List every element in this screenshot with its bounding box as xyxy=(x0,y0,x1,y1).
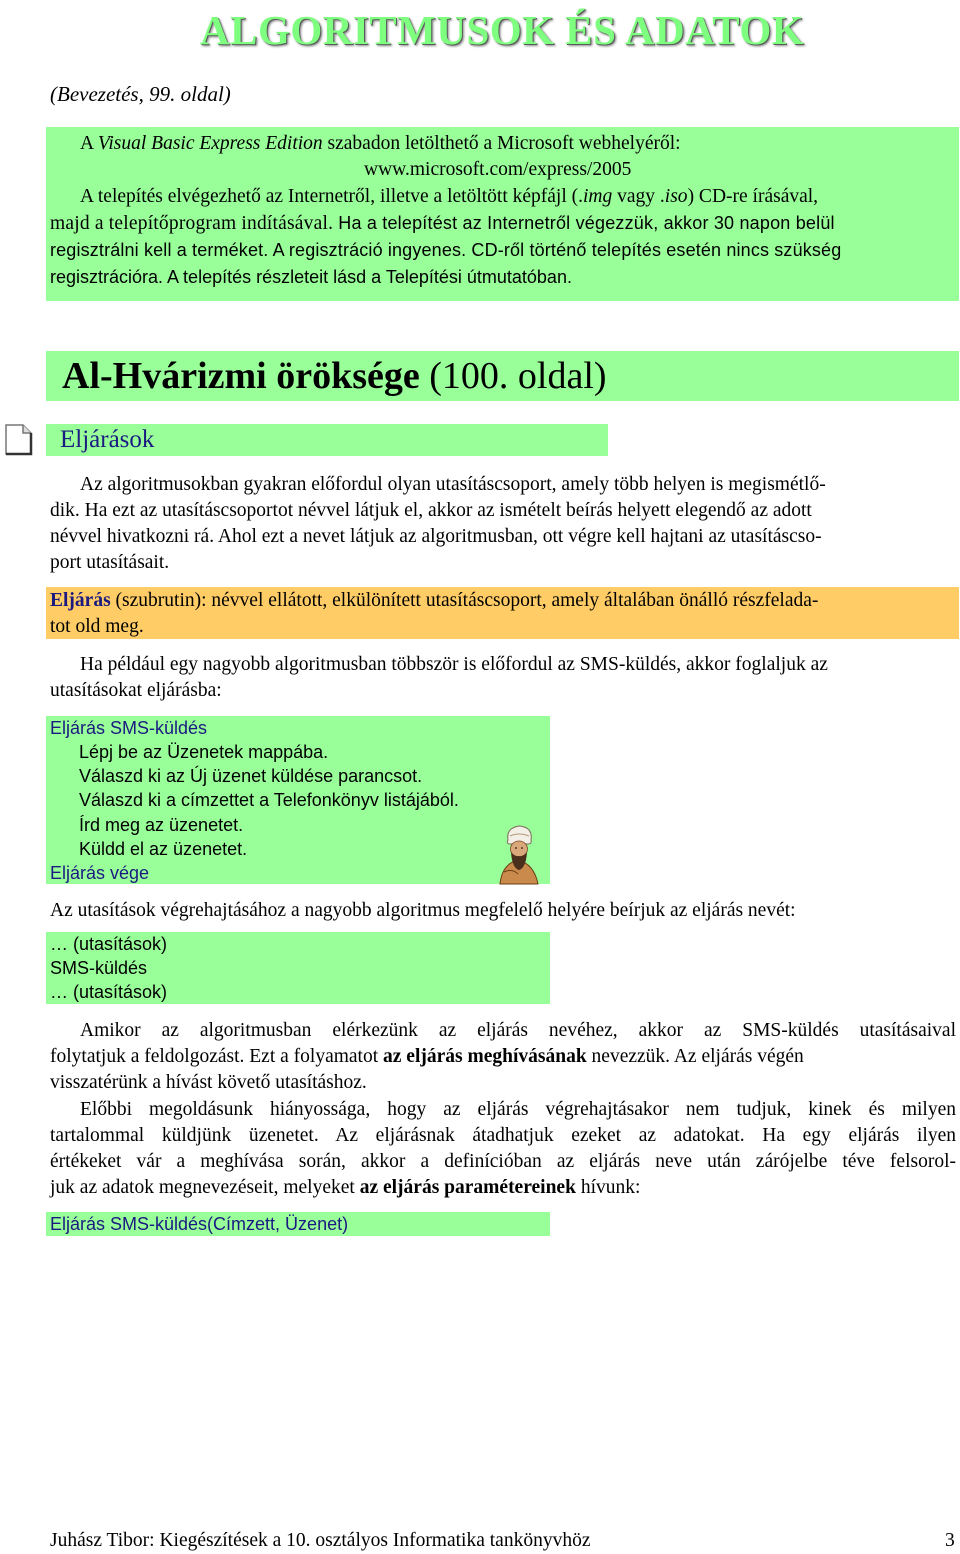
call-line: … (utasítások) xyxy=(50,934,168,954)
parameter-example: Eljárás SMS-küldés(Címzett, Üzenet) xyxy=(50,1214,349,1234)
intro-line: port utasításait. xyxy=(50,552,170,573)
intro-line: névvel hivatkozni rá. Ahol ezt a nevet látjuk az algoritmusban, ott végre kell hajtani az utasításcso- xyxy=(50,526,822,547)
intro-paragraph xyxy=(50,472,956,576)
procedure-header: Eljárás SMS-küldés xyxy=(50,718,208,738)
procedure-footer: Eljárás vége xyxy=(50,863,150,883)
install-line-6: regisztrációra. A telepítés részleteit lásd a Telepítési útmutatóban. xyxy=(50,267,572,287)
call-line: SMS-küldés xyxy=(50,958,148,978)
page-title: ALGORITMUSOK ÉS ADATOK xyxy=(200,7,805,53)
parameter-example-box xyxy=(46,1212,550,1236)
book-reference: (Bevezetés, 99. oldal) xyxy=(50,82,231,106)
explain-line: Előbbi megoldásunk hiányossága, hogy az eljárás végrehajtásakor nem tudjuk, kinek és milyen xyxy=(80,1099,956,1120)
document-icon xyxy=(4,424,34,456)
procedure-step: Válaszd ki az Új üzenet küldése parancsot. xyxy=(79,766,423,786)
call-explanation xyxy=(50,1018,956,1096)
parameter-explanation xyxy=(50,1097,956,1201)
explain-line: értékeket vár a meghívása során, akkor a definícióban az eljárás neve után zárójelbe téve felsorol- xyxy=(50,1151,956,1172)
call-intro-line: Az utasítások végrehajtásához a nagyobb algoritmus megfelelő helyére beírjuk az eljárás nevét: xyxy=(50,900,796,921)
example-intro-line: utasításokat eljárásba: xyxy=(50,680,222,701)
example-intro-line: Ha például egy nagyobb algoritmusban többször is előfordul az SMS-küldés, akkor foglaljuk az xyxy=(80,654,828,675)
install-line-1: A Visual Basic Express Edition szabadon letölthető a Microsoft webhelyéről: xyxy=(80,133,681,154)
install-line-4: majd a telepítőprogram indításával. Ha a telepítést az Internetről végezzük, akkor 30 napon belül xyxy=(50,213,835,234)
explain-line: folytatjuk a feldolgozást. Ezt a folyamatot az eljárás meghívásának nevezzük. Az eljárás végén xyxy=(50,1046,804,1067)
procedure-example-box xyxy=(46,716,550,884)
install-line-3: A telepítés elvégezhető az Internetről, illetve a letöltött képfájl (.img vagy .iso) CD-re írásával, xyxy=(80,186,819,207)
call-intro xyxy=(50,898,956,924)
explain-line: Amikor az algoritmusban elérkezünk az eljárás nevéhez, akkor az SMS-küldés utasításaival xyxy=(80,1020,956,1041)
subsection-heading: Eljárások xyxy=(60,426,155,453)
definition-line: tot old meg. xyxy=(50,616,144,637)
install-line-5: regisztrálni kell a terméket. A regisztráció ingyenes. CD-ről történő telepítés esetén nincs szükség xyxy=(50,240,842,260)
explain-line: visszatérünk a hívást követő utasításhoz. xyxy=(50,1072,367,1093)
intro-line: dik. Ha ezt az utasításcsoportot névvel látjuk el, akkor az ismételt beírás helyett elegendő az adott xyxy=(50,500,812,521)
call-example-box xyxy=(46,932,550,1004)
install-note-box xyxy=(46,127,959,301)
example-intro xyxy=(50,652,956,704)
intro-line: Az algoritmusokban gyakran előfordul olyan utasításcsoport, amely több helyen is megismétlő- xyxy=(80,474,826,495)
explain-line: juk az adatok megnevezéseit, melyeket az eljárás paramétereinek hívunk: xyxy=(50,1177,641,1198)
definition-box xyxy=(46,587,959,639)
section-heading: Al-Hvárizmi öröksége (100. oldal) xyxy=(62,355,607,397)
procedure-step: Írd meg az üzenetet. xyxy=(79,815,244,835)
call-line: … (utasítások) xyxy=(50,982,168,1002)
page-number: 3 xyxy=(945,1530,955,1551)
procedure-step: Küldd el az üzenetet. xyxy=(79,839,248,859)
install-url: www.microsoft.com/express/2005 xyxy=(364,159,632,180)
al-khwarizmi-portrait xyxy=(494,822,544,886)
procedure-step: Lépj be az Üzenetek mappába. xyxy=(79,742,329,762)
footer-text: Juhász Tibor: Kiegészítések a 10. osztályos Informatika tankönyvhöz xyxy=(50,1530,591,1551)
definition-line: Eljárás (szubrutin): névvel ellátott, elkülönített utasításcsoport, amely általában önálló részfelada- xyxy=(50,590,819,611)
explain-line: tartalommal küldjünk üzenetet. Az eljárásnak átadhatjuk ezeket az adatokat. Ha egy eljárás ilyen xyxy=(50,1125,956,1146)
procedure-step: Válaszd ki a címzettet a Telefonkönyv listájából. xyxy=(79,790,459,810)
